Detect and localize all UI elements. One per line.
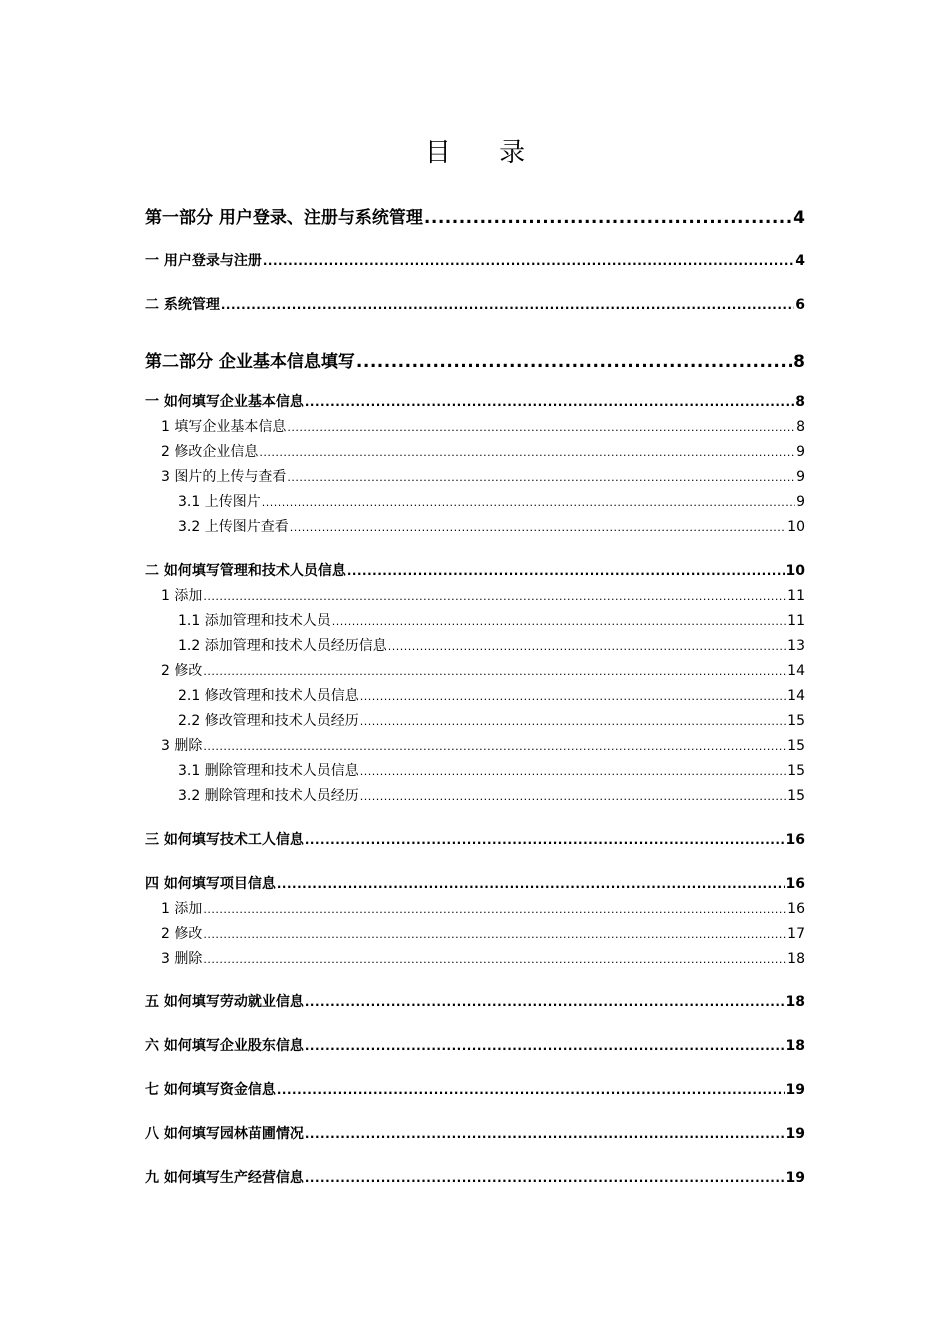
toc-entry[interactable] (178, 760, 805, 780)
toc-page-number: 14 (787, 663, 805, 679)
toc-entry[interactable] (145, 1123, 805, 1143)
toc-entry-label: 1 添加 (161, 901, 203, 917)
toc-page-number: 15 (787, 713, 805, 729)
toc-entry[interactable] (178, 710, 805, 730)
toc-entry-label: 3 删除 (161, 738, 203, 754)
toc-entry[interactable] (145, 294, 805, 314)
dot-leader (305, 832, 785, 848)
toc-entry[interactable] (161, 735, 805, 755)
toc-entry-label: 3.2 上传图片查看 (178, 519, 289, 535)
toc-entry[interactable] (145, 203, 805, 228)
toc-page-number: 15 (787, 738, 805, 754)
toc-entry-label: 3.1 删除管理和技术人员信息 (178, 763, 359, 779)
dot-leader (203, 901, 786, 917)
dot-leader (203, 926, 786, 942)
dot-leader (305, 1170, 785, 1186)
toc-page-number: 18 (787, 951, 805, 967)
toc-page-number: 16 (785, 876, 805, 892)
dot-leader (388, 638, 786, 654)
toc-entry-label: 一 如何填写企业基本信息 (145, 394, 304, 410)
toc-entry-label: 六 如何填写企业股东信息 (145, 1038, 304, 1054)
toc-page-number: 9 (796, 494, 805, 510)
dot-leader (203, 663, 786, 679)
toc-page-number: 15 (787, 763, 805, 779)
dot-leader (356, 352, 792, 372)
toc-entry[interactable] (161, 466, 805, 486)
toc-page-number: 19 (785, 1082, 805, 1098)
toc-entry[interactable] (178, 491, 805, 511)
toc-page-number: 9 (796, 444, 805, 460)
dot-leader (221, 297, 794, 313)
toc-entry-label: 2 修改企业信息 (161, 444, 259, 460)
toc-page-number: 19 (785, 1126, 805, 1142)
dot-leader (263, 253, 794, 269)
toc-page-number: 8 (795, 394, 805, 410)
toc-title: 目 录 (424, 138, 546, 168)
dot-leader (305, 394, 794, 410)
toc-page-number: 11 (787, 588, 805, 604)
toc-entry[interactable] (161, 441, 805, 461)
dot-leader (360, 713, 786, 729)
toc-entry[interactable] (161, 416, 805, 436)
toc-entry[interactable] (145, 347, 805, 372)
toc-page-number: 11 (787, 613, 805, 629)
toc-entry[interactable] (161, 585, 805, 605)
toc-page-number: 16 (785, 832, 805, 848)
toc-entry-label: 3.2 删除管理和技术人员经历 (178, 788, 359, 804)
toc-page-number: 17 (787, 926, 805, 942)
toc-entry[interactable] (178, 635, 805, 655)
dot-leader (332, 613, 786, 629)
toc-entry[interactable] (178, 685, 805, 705)
dot-leader (424, 208, 792, 228)
dot-leader (360, 788, 786, 804)
toc-page-number: 8 (793, 352, 805, 372)
toc-entry-label: 八 如何填写园林苗圃情况 (145, 1126, 304, 1142)
toc-entry-label: 3 图片的上传与查看 (161, 469, 287, 485)
toc-entry[interactable] (145, 1079, 805, 1099)
dot-leader (203, 951, 786, 967)
toc-entry-label: 2.2 修改管理和技术人员经历 (178, 713, 359, 729)
toc-entry-label: 1.2 添加管理和技术人员经历信息 (178, 638, 387, 654)
toc-page-number: 10 (787, 519, 805, 535)
toc-entry-label: 二 系统管理 (145, 297, 220, 313)
toc-page-number: 6 (795, 297, 805, 313)
toc-entry[interactable] (145, 560, 805, 580)
dot-leader (203, 738, 786, 754)
toc-page-number: 19 (785, 1170, 805, 1186)
toc-entry[interactable] (145, 829, 805, 849)
dot-leader (262, 494, 795, 510)
toc-entry-label: 2.1 修改管理和技术人员信息 (178, 688, 359, 704)
toc-page-number: 4 (795, 253, 805, 269)
dot-leader (203, 588, 786, 604)
toc-page-number: 15 (787, 788, 805, 804)
dot-leader (259, 444, 795, 460)
toc-entry-label: 九 如何填写生产经营信息 (145, 1170, 304, 1186)
toc-entry-label: 三 如何填写技术工人信息 (145, 832, 304, 848)
dot-leader (360, 763, 786, 779)
dot-leader (305, 1126, 785, 1142)
toc-entry-label: 五 如何填写劳动就业信息 (145, 994, 304, 1010)
toc-entry[interactable] (145, 991, 805, 1011)
toc-entry-label: 第一部分 用户登录、注册与系统管理 (145, 208, 423, 228)
toc-page-number: 8 (796, 419, 805, 435)
dot-leader (287, 469, 795, 485)
dot-leader (277, 1082, 785, 1098)
toc-entry[interactable] (178, 785, 805, 805)
toc-entry-label: 1.1 添加管理和技术人员 (178, 613, 331, 629)
toc-page-number: 18 (785, 1038, 805, 1054)
toc-entry[interactable] (161, 898, 805, 918)
toc-entry-label: 1 填写企业基本信息 (161, 419, 287, 435)
toc-entry[interactable] (161, 948, 805, 968)
dot-leader (305, 994, 785, 1010)
toc-entry[interactable] (145, 1167, 805, 1187)
toc-page-number: 9 (796, 469, 805, 485)
toc-page-number: 10 (785, 563, 805, 579)
toc-entry-label: 2 修改 (161, 663, 203, 679)
toc-entry-label: 七 如何填写资金信息 (145, 1082, 276, 1098)
toc-entry[interactable] (145, 1035, 805, 1055)
toc-page-number: 4 (793, 208, 805, 228)
dot-leader (305, 1038, 785, 1054)
toc-entry[interactable] (161, 923, 805, 943)
toc-entry[interactable] (145, 873, 805, 893)
dot-leader (360, 688, 786, 704)
toc-entry-label: 四 如何填写项目信息 (145, 876, 276, 892)
dot-leader (287, 419, 795, 435)
toc-entry[interactable] (145, 391, 805, 411)
toc-entry-label: 一 用户登录与注册 (145, 253, 262, 269)
dot-leader (277, 876, 785, 892)
dot-leader (290, 519, 786, 535)
toc-entry-label: 第二部分 企业基本信息填写 (145, 352, 355, 372)
toc-entry-label: 3.1 上传图片 (178, 494, 261, 510)
toc-page-number: 13 (787, 638, 805, 654)
toc-entry[interactable] (178, 610, 805, 630)
toc-page-number: 14 (787, 688, 805, 704)
toc-entry[interactable] (161, 660, 805, 680)
toc-page-number: 16 (787, 901, 805, 917)
toc-entry-label: 2 修改 (161, 926, 203, 942)
toc-page-number: 18 (785, 994, 805, 1010)
toc-entry[interactable] (178, 516, 805, 536)
toc-entry[interactable] (145, 250, 805, 270)
dot-leader (347, 563, 785, 579)
toc-entry-label: 3 删除 (161, 951, 203, 967)
toc-entry-label: 1 添加 (161, 588, 203, 604)
toc-entry-label: 二 如何填写管理和技术人员信息 (145, 563, 346, 579)
